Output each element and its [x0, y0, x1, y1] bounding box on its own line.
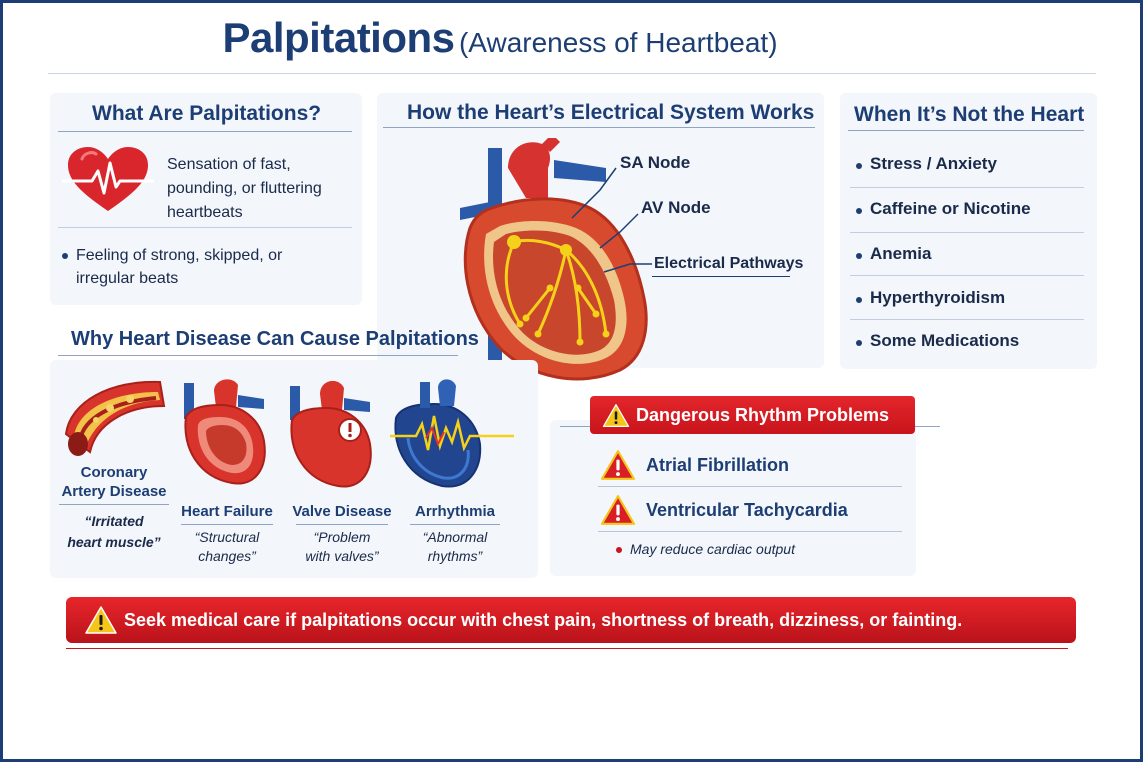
heading-underline [848, 130, 1084, 131]
bullet-dot [616, 547, 622, 553]
disease-heart-failure [172, 502, 282, 566]
enlarged-heart-icon [176, 377, 272, 487]
disease-note-line: heart muscle” [67, 534, 161, 550]
title-divider [48, 73, 1096, 74]
not-heart-item [856, 154, 1080, 174]
disease-note-line: rhythms” [427, 548, 483, 564]
title-sub: (Awareness of Heartbeat) [458, 27, 778, 58]
disease-name: Arrhythmia [414, 503, 496, 520]
heading-underline [58, 131, 352, 132]
palpitation-bullet [62, 244, 292, 290]
disease-name [56, 463, 172, 501]
divider [598, 531, 902, 532]
dangerous-note-text: May reduce cardiac output [630, 541, 795, 557]
divider [296, 524, 388, 525]
dangerous-note [616, 541, 795, 557]
medical-care-alert [66, 597, 1076, 643]
warning-icon [600, 449, 636, 481]
heartbeat-heart-icon [62, 145, 154, 215]
bullet-text: Feeling of strong, skipped, or irregular beats [76, 247, 283, 287]
disease-note [56, 511, 172, 553]
disease-note-line: “Problem [313, 529, 371, 545]
dangerous-item-text: Ventricular Tachycardia [646, 500, 848, 520]
divider [850, 319, 1084, 320]
arrhythmia-heart-icon [390, 378, 514, 490]
valve-heart-icon [284, 378, 378, 490]
bullet-dot [856, 163, 862, 169]
disease-arrhythmia [400, 502, 510, 566]
divider [850, 275, 1084, 276]
electrical-heading: How the Heart’s Electrical System Works [407, 101, 815, 124]
bullet-dot [856, 297, 862, 303]
not-heart-panel [840, 93, 1097, 369]
disease-name-line: Coronary [80, 464, 148, 481]
palpitation-description: Sensation of fast, pounding, or fluttering heartbeats [167, 156, 322, 221]
disease-note-line: changes” [198, 548, 256, 564]
av-node-label: AV Node [641, 198, 711, 217]
not-heart-item [856, 199, 1080, 219]
not-heart-heading: When It’s Not the Heart [854, 103, 1085, 126]
title-main: Palpitations [222, 14, 455, 61]
heading-underline [58, 355, 458, 356]
disease-name: Heart Failure [181, 503, 273, 520]
disease-valve [286, 502, 398, 566]
not-heart-item-text: Some Medications [870, 331, 1020, 350]
divider [59, 504, 169, 505]
heart-disease-heading: Why Heart Disease Can Cause Palpitations [71, 328, 479, 350]
what-are-heading: What Are Palpitations? [92, 102, 322, 125]
page-title [0, 14, 1000, 62]
bullet-dot [856, 208, 862, 214]
disease-name-line: Artery Disease [61, 483, 167, 500]
what-are-panel [50, 93, 362, 305]
disease-note [286, 528, 398, 566]
artery-plaque-icon [60, 372, 168, 462]
not-heart-item-text: Anemia [870, 244, 932, 263]
alert-underline [66, 648, 1068, 649]
disease-name: Valve Disease [292, 503, 392, 520]
disease-note-line: “Abnormal [422, 529, 488, 545]
disease-note-line: “Structural [194, 529, 260, 545]
divider [181, 524, 273, 525]
not-heart-item-text: Caffeine or Nicotine [870, 199, 1031, 218]
warning-icon [84, 605, 118, 635]
disease-note-line: with valves” [305, 548, 379, 564]
divider [850, 187, 1084, 188]
bullet-dot [856, 253, 862, 259]
disease-note-line: “Irritated [84, 513, 144, 529]
sa-node-label: SA Node [620, 153, 691, 172]
dangerous-banner [590, 396, 915, 434]
bullet-dot [856, 340, 862, 346]
not-heart-item [856, 244, 1080, 264]
not-heart-item [856, 331, 1080, 351]
alert-text: Seek medical care if palpitations occur with chest pain, shortness of breath, dizziness, or fainting. [124, 610, 963, 630]
bullet-dot [62, 253, 68, 259]
electrical-pathways-label: Electrical Pathways [654, 255, 804, 272]
heading-underline [383, 127, 815, 128]
not-heart-item-text: Hyperthyroidism [870, 288, 1006, 307]
not-heart-item [856, 288, 1080, 308]
warning-icon [600, 494, 636, 526]
disease-note [172, 528, 282, 566]
divider [410, 524, 500, 525]
dangerous-item-text: Atrial Fibrillation [646, 455, 790, 475]
disease-coronary [56, 463, 172, 553]
not-heart-item-text: Stress / Anxiety [870, 154, 997, 173]
divider [850, 232, 1084, 233]
dangerous-heading: Dangerous Rhythm Problems [636, 405, 890, 425]
divider [58, 227, 352, 228]
label-underline [652, 276, 790, 277]
warning-icon [602, 403, 630, 428]
disease-note [400, 528, 510, 566]
divider [598, 486, 902, 487]
